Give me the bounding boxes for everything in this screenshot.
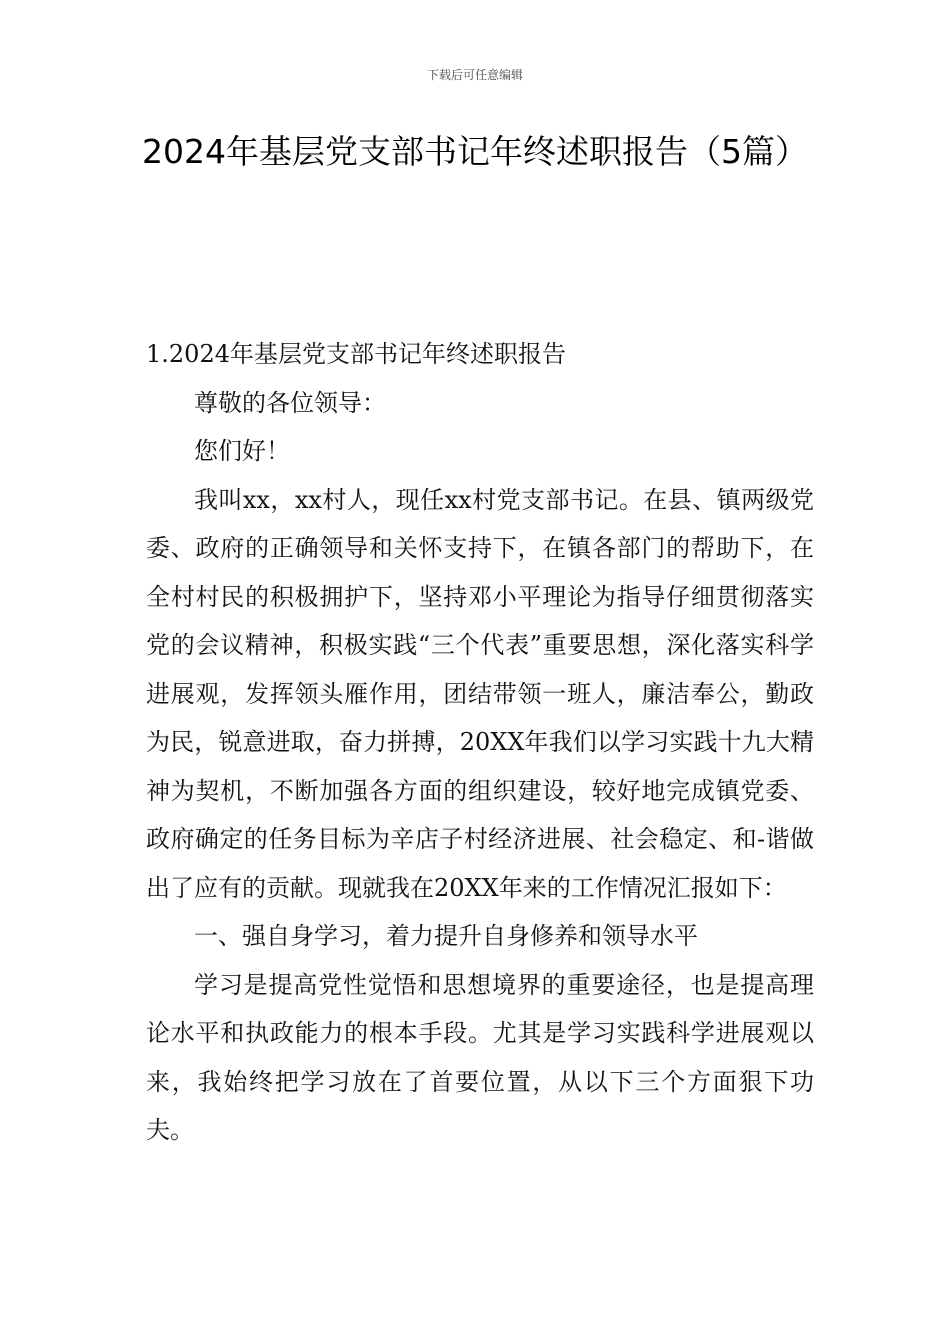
paragraph-study: 学习是提高党性觉悟和思想境界的重要途径，也是提高理论水平和执政能力的根本手段。尤其是学习实践科学进展观以来，我始终把学习放在了首要位置，从以下三个方面狠下功夫。 <box>146 970 814 1144</box>
document-body <box>146 330 814 1155</box>
salutation: 尊敬的各位领导： <box>194 388 386 417</box>
document-title: 2024年基层党支部书记年终述职报告（5篇） <box>142 132 808 171</box>
section-heading: 1.2024年基层党支部书记年终述职报告 <box>146 340 566 368</box>
greeting: 您们好！ <box>194 437 290 465</box>
subheading-one: 一、强自身学习，着力提升自身修养和领导水平 <box>194 922 698 950</box>
paragraph-intro: 我叫xx，xx村人，现任xx村党支部书记。在县、镇两级党委、政府的正确领导和关怀支持下，在镇各部门的帮助下，在全村村民的积极拥护下，坚持邓小平理论为指导仔细贯彻落实党的会议精神，积极实践“三个代表”重要思想，深化落实科学进展观，发挥领头雁作用，团结带领一班人，廉洁奉公，勤政为民，锐意进取，奋力拼搏，20XX年我们以学习实践十九大精神为契机，不断加强各方面的组织建设，较好地完成镇党委、政府确定的任务目标为辛店子村经济进展、社会稳定、和-谐做出了应有的贡献。现就我在20XX年来的工作情况汇报如下： <box>146 485 814 902</box>
page-header-note: 下载后可任意编辑 <box>426 68 523 82</box>
